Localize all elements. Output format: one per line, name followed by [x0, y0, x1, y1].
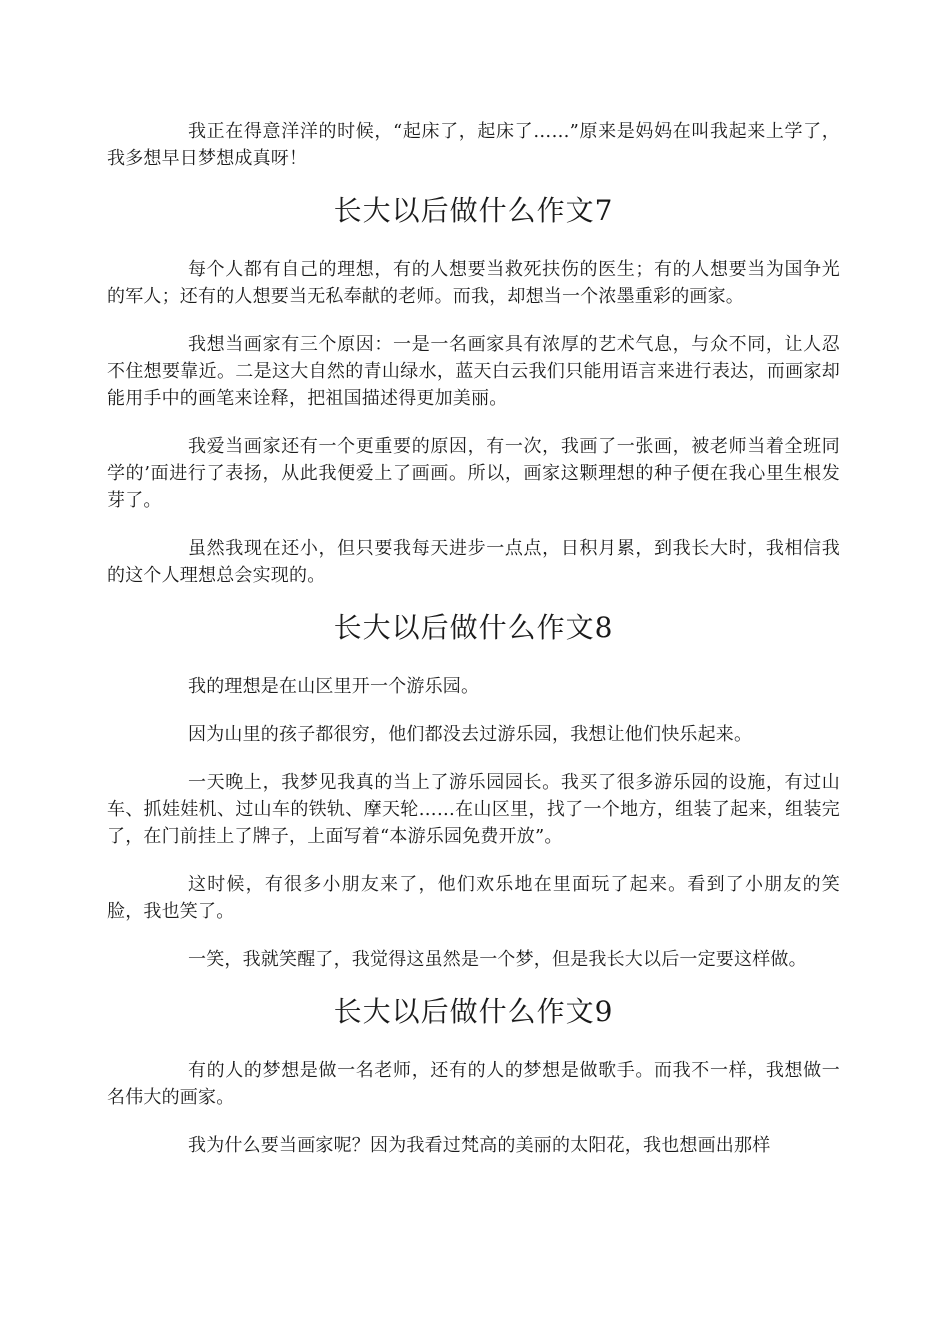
paragraph: 有的人的梦想是做一名老师，还有的人的梦想是做歌手。而我不一样，我想做一名伟大的画家。 [107, 1060, 840, 1108]
section-title: 长大以后做什么作文9 [333, 995, 614, 1028]
paragraph: 一天晚上，我梦见我真的当上了游乐园园长。我买了很多游乐园的设施，有过山车、抓娃娃机、过山车的铁轨、摩天轮……在山区里，找了一个地方，组装了起来，组装完了，在门前挂上了牌子，上面写着“本游乐园免费开放”。 [107, 772, 840, 847]
paragraph: 我为什么要当画家呢？因为我看过梵高的美丽的太阳花，我也想画出那样 [188, 1135, 771, 1156]
paragraph: 虽然我现在还小，但只要我每天进步一点点，日积月累，到我长大时，我相信我的这个人理想总会实现的。 [107, 538, 840, 586]
paragraph: 我想当画家有三个原因：一是一名画家具有浓厚的艺术气息，与众不同，让人忍不住想要靠近。二是这大自然的青山绿水，蓝天白云我们只能用语言来进行表达，而画家却能用手中的画笔来诠释，把祖国描述得更加美丽。 [107, 334, 840, 409]
paragraph: 我正在得意洋洋的时候，“起床了，起床了……”原来是妈妈在叫我起来上学了，我多想早日梦想成真呀！ [107, 121, 840, 169]
section-title: 长大以后做什么作文8 [333, 611, 614, 644]
paragraph: 每个人都有自己的理想，有的人想要当救死扶伤的医生；有的人想要当为国争光的军人；还有的人想要当无私奉献的老师。而我，却想当一个浓墨重彩的画家。 [107, 259, 840, 307]
paragraph: 因为山里的孩子都很穷，他们都没去过游乐园，我想让他们快乐起来。 [188, 724, 753, 745]
paragraph: 这时候，有很多小朋友来了，他们欢乐地在里面玩了起来。看到了小朋友的笑脸，我也笑了。 [107, 874, 840, 922]
essay-section-9 [107, 994, 840, 1159]
essay-section-7 [107, 193, 840, 589]
document-body [107, 118, 840, 1180]
paragraph: 一笑，我就笑醒了，我觉得这虽然是一个梦，但是我长大以后一定要这样做。 [188, 949, 807, 970]
paragraph: 我爱当画家还有一个更重要的原因，有一次，我画了一张画，被老师当着全班同学的’面进行了表扬，从此我便爱上了画画。所以，画家这颗理想的种子便在我心里生根发芽了。 [107, 436, 840, 511]
section-title: 长大以后做什么作文7 [333, 194, 614, 227]
essay-section-8 [107, 610, 840, 973]
paragraph: 我的理想是在山区里开一个游乐园。 [188, 676, 480, 697]
